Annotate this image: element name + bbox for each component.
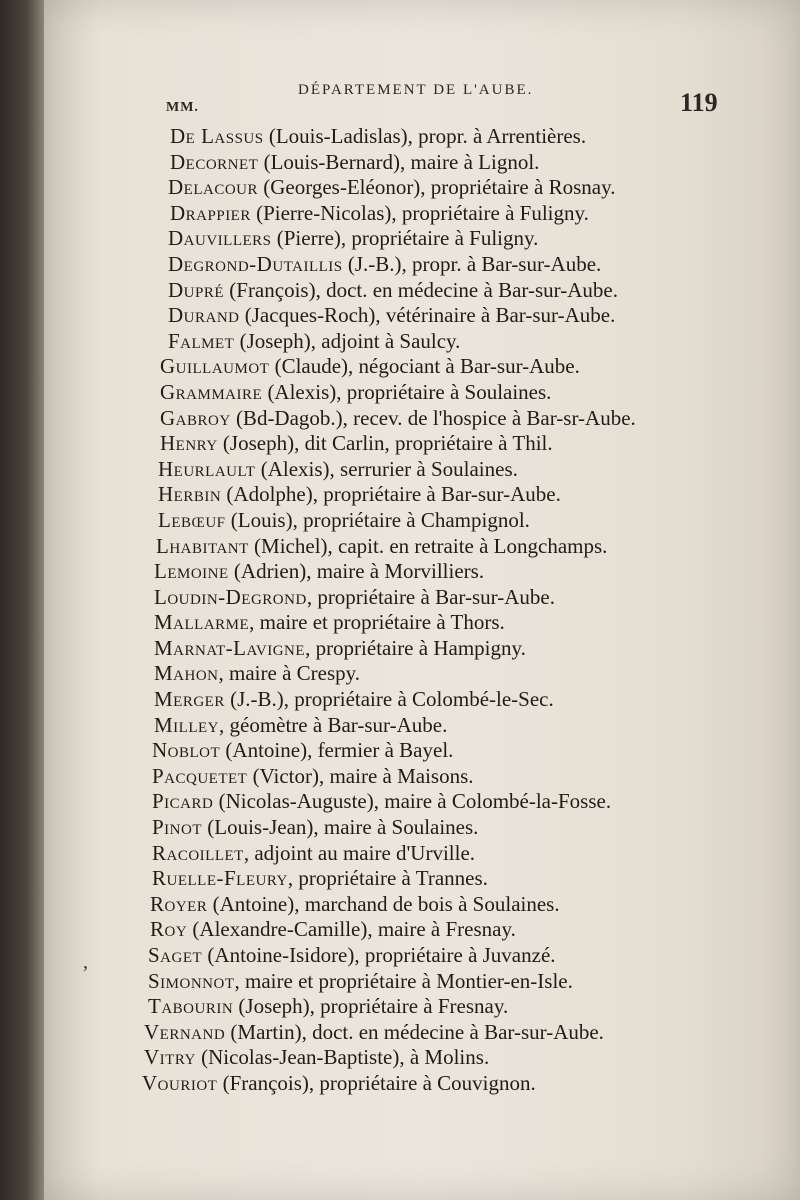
member-name: Lemoine: [154, 559, 229, 584]
member-name: Pinot: [152, 815, 203, 840]
list-item: [130, 969, 750, 995]
list-item: [130, 738, 750, 764]
list-item: [130, 943, 750, 969]
page-header: [40, 78, 800, 118]
list-item: [130, 303, 750, 329]
member-name: Vouriot: [142, 1070, 218, 1095]
member-name: Mahon: [154, 661, 219, 686]
member-name: Saget: [148, 943, 203, 967]
list-item: [130, 687, 750, 713]
member-list: [130, 124, 750, 1097]
member-name: Vitry: [144, 1045, 196, 1070]
member-details: (Antoine-Isidore), propriétaire à Juvanzé.: [202, 943, 556, 967]
member-details: , géomètre à Bar-sur-Aube.: [219, 712, 448, 737]
member-details: (Jacques-Roch), vétérinaire à Bar-sur-Aube.: [239, 303, 616, 328]
list-item: [130, 534, 750, 560]
list-item: [130, 559, 750, 585]
member-details: , maire et propriétaire à Montier-en-Isle.: [234, 968, 573, 993]
list-item: [130, 1071, 750, 1097]
list-item: [130, 585, 750, 611]
member-name: Milley: [154, 712, 219, 737]
member-details: (Nicolas-Jean-Baptiste), à Molins.: [195, 1045, 490, 1070]
book-gutter: [0, 0, 44, 1200]
member-details: (Adrien), maire à Morvilliers.: [228, 559, 485, 584]
member-details: (Michel), capit. en retraite à Longchamps.: [248, 533, 608, 558]
list-item: [130, 713, 750, 739]
member-name: Lebœuf: [158, 507, 226, 532]
list-item: [130, 789, 750, 815]
member-details: (Antoine), marchand de bois à Soulaines.: [207, 891, 560, 916]
list-item: [130, 175, 750, 201]
list-item: [130, 354, 750, 380]
member-details: (Claude), négociant à Bar-sur-Aube.: [269, 354, 580, 379]
member-details: (J.-B.), propriétaire à Colombé-le-Sec.: [224, 687, 554, 712]
list-item: [130, 815, 750, 841]
member-name: Falmet: [168, 328, 235, 353]
running-title: DÉPARTEMENT DE L'AUBE.: [298, 82, 534, 98]
list-item: [130, 866, 750, 892]
member-name: Lhabitant: [156, 533, 249, 558]
list-item: [130, 1020, 750, 1046]
member-details: (Joseph), propriétaire à Fresnay.: [233, 994, 509, 1019]
member-details: (Nicolas-Auguste), maire à Colombé-la-Fosse.: [213, 789, 612, 814]
member-name: Noblot: [152, 738, 221, 763]
member-details: (Georges-Eléonor), propriétaire à Rosnay.: [258, 175, 616, 200]
member-name: Decornet: [170, 149, 259, 174]
list-item: [130, 636, 750, 662]
list-item: [130, 278, 750, 304]
list-item: [130, 661, 750, 687]
member-name: Delacour: [168, 175, 258, 200]
member-details: (Louis-Bernard), maire à Lignol.: [258, 149, 540, 174]
member-details: (Martin), doct. en médecine à Bar-sur-Aube.: [225, 1019, 604, 1044]
member-name: Drappier: [170, 200, 251, 225]
member-name: Picard: [152, 789, 214, 814]
member-details: , propriétaire à Trannes.: [287, 866, 488, 891]
member-name: Marnat-Lavigne: [154, 635, 306, 660]
member-name: Ruelle-Fleury: [152, 866, 288, 891]
member-name: Gabroy: [160, 405, 231, 430]
member-details: , maire et propriétaire à Thors.: [249, 610, 505, 635]
member-details: (Bd-Dagob.), recev. de l'hospice à Bar-sr-Aube.: [230, 405, 636, 430]
member-name: Merger: [154, 687, 225, 712]
member-name: Herbin: [158, 482, 222, 507]
list-item: [130, 508, 750, 534]
member-details: (Pierre), propriétaire à Fuligny.: [271, 226, 539, 251]
member-details: (Louis-Jean), maire à Soulaines.: [202, 815, 479, 840]
member-name: Royer: [150, 891, 208, 916]
list-item: [130, 482, 750, 508]
member-details: (J.-B.), propr. à Bar-sur-Aube.: [342, 251, 602, 276]
member-details: , adjoint au maire d'Urville.: [243, 840, 476, 865]
member-name: Heurlault: [158, 456, 256, 481]
member-name: De Lassus: [170, 124, 264, 148]
member-details: (Alexis), propriétaire à Soulaines.: [262, 379, 552, 404]
member-details: , propriétaire à Bar-sur-Aube.: [306, 584, 555, 609]
member-name: Dupré: [168, 277, 225, 302]
member-name: Simonnot: [148, 968, 235, 993]
list-item: [130, 917, 750, 943]
member-name: Guillaumot: [160, 354, 270, 379]
member-details: (Pierre-Nicolas), propriétaire à Fuligny.: [250, 200, 589, 225]
book-page: [40, 0, 800, 1200]
member-details: (Alexis), serrurier à Soulaines.: [255, 456, 518, 481]
list-item: [130, 252, 750, 278]
member-name: Vernand: [144, 1019, 226, 1044]
list-item: [130, 994, 750, 1020]
list-item: [130, 841, 750, 867]
member-name: Grammaire: [160, 379, 263, 404]
list-item: [130, 226, 750, 252]
member-details: (Antoine), fermier à Bayel.: [220, 738, 454, 763]
member-details: (Adolphe), propriétaire à Bar-sur-Aube.: [221, 482, 561, 507]
margin-mark: ’: [82, 962, 89, 984]
list-item: [130, 150, 750, 176]
abbreviation-mm: MM.: [166, 100, 199, 115]
member-name: Roy: [150, 917, 188, 942]
list-item: [130, 380, 750, 406]
member-details: (François), doct. en médecine à Bar-sur-Aube.: [224, 277, 618, 302]
member-name: Racoillet: [152, 840, 244, 865]
member-details: (Alexandre-Camille), maire à Fresnay.: [187, 917, 516, 942]
list-item: [130, 431, 750, 457]
member-name: Henry: [160, 431, 218, 456]
member-name: Pacquetet: [152, 763, 248, 788]
member-details: (Joseph), dit Carlin, propriétaire à Thil.: [217, 431, 553, 456]
member-details: , propriétaire à Hampigny.: [305, 635, 526, 660]
member-details: (Louis-Ladislas), propr. à Arrentières.: [263, 124, 587, 148]
list-item: [130, 124, 750, 150]
member-details: (Victor), maire à Maisons.: [247, 763, 474, 788]
member-name: Degrond-Dutaillis: [168, 251, 343, 276]
member-name: Tabourin: [148, 994, 234, 1019]
member-details: (Louis), propriétaire à Champignol.: [225, 507, 530, 532]
member-details: (Joseph), adjoint à Saulcy.: [234, 328, 461, 353]
member-details: (François), propriétaire à Couvignon.: [217, 1070, 536, 1095]
list-item: [130, 1045, 750, 1071]
list-item: [130, 406, 750, 432]
list-item: [130, 329, 750, 355]
member-name: Dauvillers: [168, 226, 272, 251]
member-name: Durand: [168, 303, 240, 328]
list-item: [130, 457, 750, 483]
list-item: [130, 610, 750, 636]
member-details: , maire à Crespy.: [218, 661, 361, 686]
page-number: 119: [680, 88, 718, 117]
member-name: Mallarme: [154, 610, 250, 635]
list-item: [130, 201, 750, 227]
list-item: [130, 892, 750, 918]
list-item: [130, 764, 750, 790]
member-name: Loudin-Degrond: [154, 584, 307, 609]
